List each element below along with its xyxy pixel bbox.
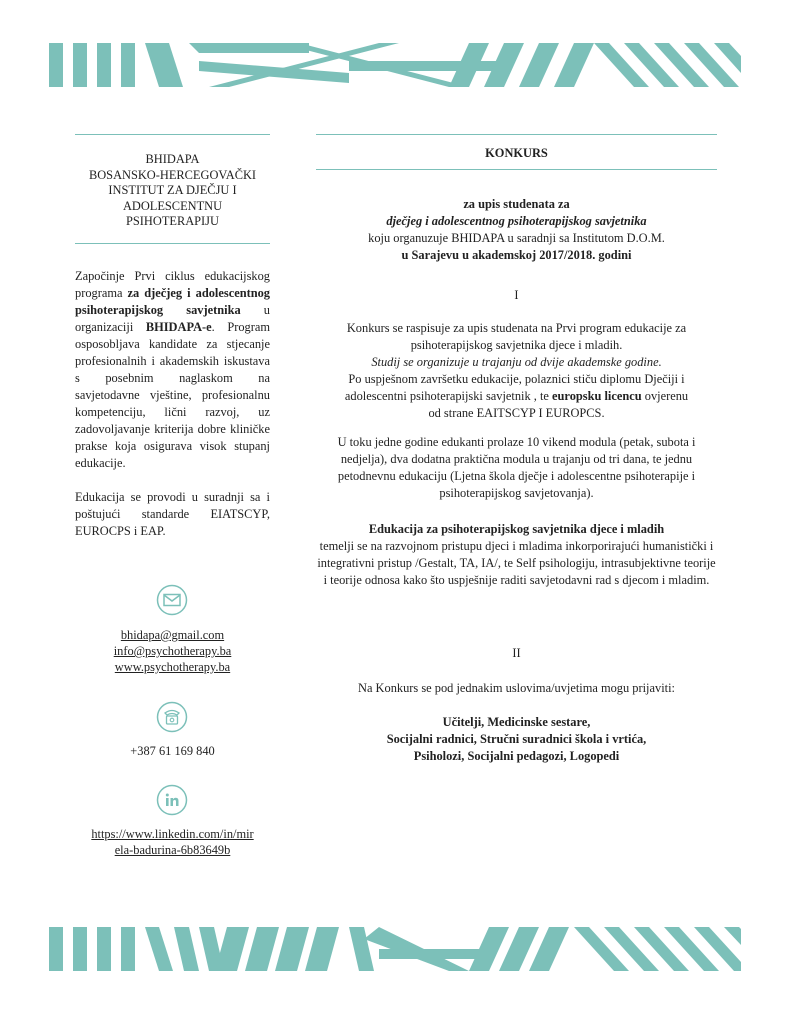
page-title	[316, 145, 717, 162]
institute-title-line: ADOLESCENTNU PSIHOTERAPIJU	[122, 198, 223, 228]
program-title: dječjeg i adolescentnog psihoterapijskog savjetnika	[386, 214, 647, 228]
email-contacts	[75, 627, 270, 675]
section-two-numeral	[316, 645, 717, 662]
main-heading-rule	[316, 169, 717, 170]
intro-text: . Program osposobljava kandidate za stjecanje profesionalnih i akademskih iskustava s posebnim naglaskom na savjetodavne vještine, profesionalnu kompetenciju, lični razvoj, uz zadovoljavanje kriterija dobre kliničke prakse koja osigurava visok stupanj edukacije.	[75, 320, 270, 470]
license-highlight: europsku licencu	[552, 389, 642, 403]
linkedin-contact	[75, 826, 270, 858]
intro-line	[316, 196, 717, 213]
intro-line	[316, 213, 717, 230]
paragraph-line: psihoterapijskog savjetnika djece i mladih.	[410, 338, 623, 352]
approach-title: Edukacija za psihoterapijskog savjetnika djece i mladih	[368, 522, 665, 536]
paragraph-line	[316, 354, 717, 371]
bottom-stripe-banner	[49, 927, 741, 971]
telephone-icon	[156, 701, 188, 733]
email-link[interactable]: info@psychotherapy.ba	[113, 644, 232, 658]
institute-title-line: BOSANSKO-HERCEGOVAČKI	[88, 167, 257, 182]
program-intro-paragraph	[75, 268, 270, 472]
institute-title-line: INSTITUT ZA DJEČJU I	[108, 183, 237, 197]
section-one-paragraph-3	[316, 521, 717, 589]
intro-line-bold: u Sarajevu u akademskoj 2017/2018. godini	[401, 248, 632, 262]
section-one-paragraph-1	[316, 320, 717, 422]
roman-numeral: II	[512, 646, 521, 660]
eligible-groups	[316, 714, 717, 765]
envelope-icon	[156, 584, 188, 616]
sidebar-description	[75, 268, 270, 557]
linkedin-icon	[156, 784, 188, 816]
modules-paragraph: U toku jedne godine edukanti prolaze 10 vikend modula (petak, subota i nedjelja), dva dodatna praktična modula u trajanju od tri dana, te jednu petodnevnu edukaciju (Ljetna škola dječje i adolescentne psihoterapije i psihoterapijskog savjetovanja).	[337, 435, 696, 500]
intro-line-bold: za upis studenata za	[463, 197, 570, 211]
intro-program-name: za dječjeg i adolescentnog psihoterapijskog savjetnika	[75, 286, 270, 317]
approach-paragraph: temelji se na razvojnom pristupu djeci i mladima inkorporirajući humanistički i integrativni pristup /Gestalt, TA, IA/, te Self psihologiju, intrasubjektivne teorije i teorije odnosa kako što uspješnije raditi savjetodavni rad s djecom i mladim.	[317, 539, 716, 587]
phone-number[interactable]: +387 61 169 840	[130, 744, 215, 758]
linkedin-link-line[interactable]: https://www.linkedin.com/in/mir	[91, 827, 254, 841]
intro-organization: BHIDAPA-e	[145, 320, 212, 334]
institute-title	[75, 152, 270, 230]
sidebar-title-rule	[75, 243, 270, 244]
top-stripe-banner	[49, 43, 741, 87]
intro-text: u organizaciji	[75, 303, 270, 334]
eligible-group-line	[316, 731, 717, 748]
eligible-group: Socijalni radnici, Stručni suradnici škola i vrtića,	[386, 732, 647, 746]
email-link[interactable]: bhidapa@gmail.com	[120, 628, 225, 642]
eligible-group-line	[316, 748, 717, 765]
institute-title-line: BHIDAPA	[145, 152, 200, 166]
website-link[interactable]: www.psychotherapy.ba	[114, 660, 231, 674]
eligible-group-line	[316, 714, 717, 731]
linkedin-link-line[interactable]: ela-badurina-6b83649b	[114, 843, 231, 857]
phone-contact	[75, 743, 270, 759]
paragraph-line: od strane EAITSCYP I EUROPCS.	[428, 406, 605, 420]
section-one-numeral	[316, 287, 717, 304]
intro-line	[316, 247, 717, 264]
standards-paragraph: Edukacija se provodi u suradnji sa i poštujući standarde EIATSCYP, EUROCPS i EAP.	[75, 490, 270, 538]
paragraph-text: ovjerenu	[641, 389, 689, 403]
section-one-paragraph-2	[316, 434, 717, 502]
eligible-group: Učitelji, Medicinske sestare,	[442, 715, 591, 729]
paragraph-line	[316, 388, 717, 405]
main-top-rule	[316, 134, 717, 135]
section-two-intro	[316, 680, 717, 697]
paragraph-line: Po uspješnom završetku edukacije, polaznici stiču diplomu Dječiji i	[348, 372, 685, 386]
roman-numeral: I	[514, 288, 519, 302]
konkurs-heading: KONKURS	[485, 146, 548, 160]
paragraph-line: Konkurs se raspisuje za upis studenata na Prvi program edukacije za	[346, 321, 687, 335]
konkurs-intro	[316, 196, 717, 264]
sidebar-top-rule	[75, 134, 270, 135]
duration-note: Studij se organizuje u trajanju od dvije akademske godine.	[371, 355, 662, 369]
intro-text: Započinje Prvi ciklus edukacijskog programa	[75, 269, 270, 300]
approach-heading	[316, 521, 717, 538]
intro-line: koju organuzuje BHIDAPA u saradnji sa Institutom D.O.M.	[368, 231, 665, 245]
eligibility-intro: Na Konkurs se pod jednakim uslovima/uvjetima mogu prijaviti:	[358, 681, 675, 695]
paragraph-text: adolescentni psihoterapijski savjetnik , te	[344, 389, 553, 403]
eligible-group: Psiholozi, Socijalni pedagozi, Logopedi	[413, 749, 620, 763]
